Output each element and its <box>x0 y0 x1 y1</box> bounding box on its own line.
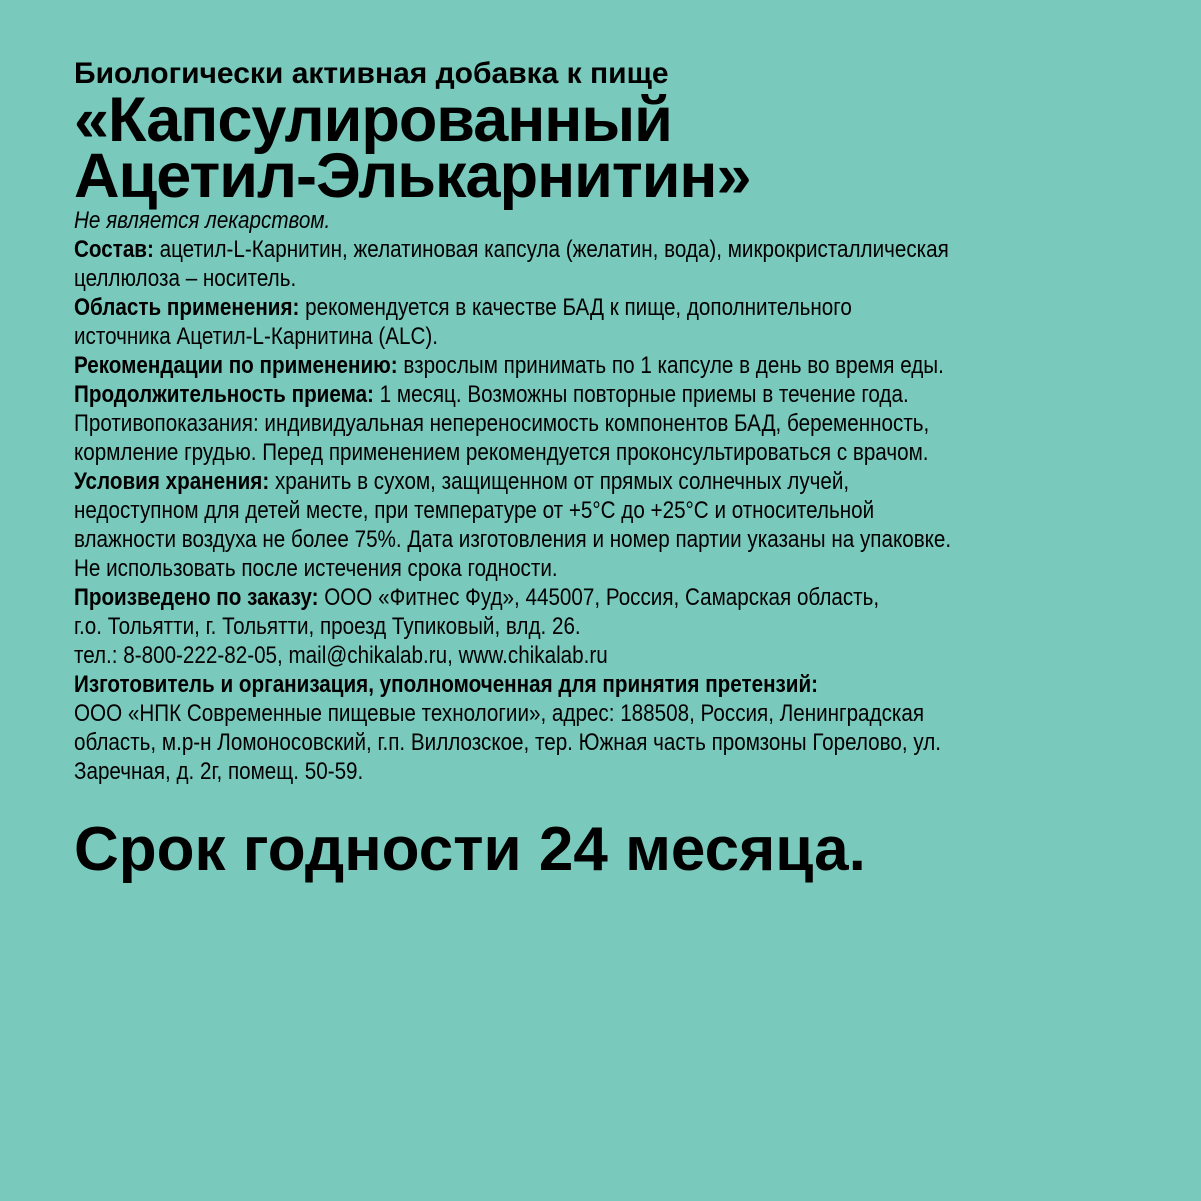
product-description <box>74 206 1162 786</box>
ordered-by-label: Произведено по заказу: <box>74 584 319 611</box>
manufacturer-label: Изготовитель и организация, уполномоченная для принятия претензий: <box>74 671 819 698</box>
shelf-life-heading: Срок годности 24 месяца. <box>74 815 866 884</box>
product-title-line-1: «Капсулированный <box>74 85 672 155</box>
duration-text: 1 месяц. Возможны повторные приемы в течение года. <box>373 381 909 408</box>
application-label: Область применения: <box>74 294 300 321</box>
storage-line-2: недоступном для детей месте, при температуре от +5°С до +25°С и относительной <box>74 497 875 524</box>
ordered-by-line-1 <box>74 583 1162 612</box>
product-title-line-2: Ацетил-Элькарнитин» <box>74 141 751 211</box>
storage-text: хранить в сухом, защищенном от прямых солнечных лучей, <box>269 468 850 495</box>
manufacturer-line-2: область, м.р-н Ломоносовский, г.п. Виллозское, тер. Южная часть промзоны Горелово, ул. <box>74 729 942 756</box>
contraindications-line-1: Противопоказания: индивидуальная непереносимость компонентов БАД, беременность, <box>74 410 930 437</box>
usage-line <box>74 351 1162 380</box>
ordered-by-line-2: г.о. Тольятти, г. Тольятти, проезд Тупиковый, влд. 26. <box>74 613 581 640</box>
usage-label: Рекомендации по применению: <box>74 352 398 379</box>
storage-line-3: влажности воздуха не более 75%. Дата изготовления и номер партии указаны на упаковке. <box>74 526 952 553</box>
storage-line-4: Не использовать после истечения срока годности. <box>74 555 558 582</box>
label-content <box>74 56 1164 786</box>
storage-line-1 <box>74 467 1162 496</box>
application-text: рекомендуется в качестве БАД к пище, дополнительного <box>299 294 852 321</box>
application-line-2: источника Ацетил-L-Карнитина (ALC). <box>74 323 439 350</box>
composition-label: Состав: <box>74 236 154 263</box>
contraindications-line-2: кормление грудью. Перед применением рекомендуется проконсультироваться с врачом. <box>74 439 929 466</box>
not-medicine-notice: Не является лекарством. <box>74 207 331 234</box>
usage-text: взрослым принимать по 1 капсуле в день во время еды. <box>397 352 944 379</box>
composition-text: ацетил-L-Карнитин, желатиновая капсула (желатин, вода), микрокристаллическая <box>153 236 949 263</box>
manufacturer-line-1: ООО «НПК Современные пищевые технологии», адрес: 188508, Россия, Ленинградская <box>74 700 925 727</box>
duration-line <box>74 380 1162 409</box>
duration-label: Продолжительность приема: <box>74 381 374 408</box>
application-line-1 <box>74 293 1162 322</box>
composition-line-2: целлюлоза – носитель. <box>74 265 297 292</box>
product-title <box>74 85 1164 211</box>
storage-label: Условия хранения: <box>74 468 270 495</box>
contact-line: тел.: 8-800-222-82-05, mail@chikalab.ru, www.chikalab.ru <box>74 642 608 669</box>
product-category: Биологически активная добавка к пище <box>74 57 669 90</box>
ordered-by-text: ООО «Фитнес Фуд», 445007, Россия, Самарская область, <box>318 584 880 611</box>
composition-line-1 <box>74 235 1162 264</box>
manufacturer-line-3: Заречная, д. 2г, помещ. 50-59. <box>74 758 364 785</box>
